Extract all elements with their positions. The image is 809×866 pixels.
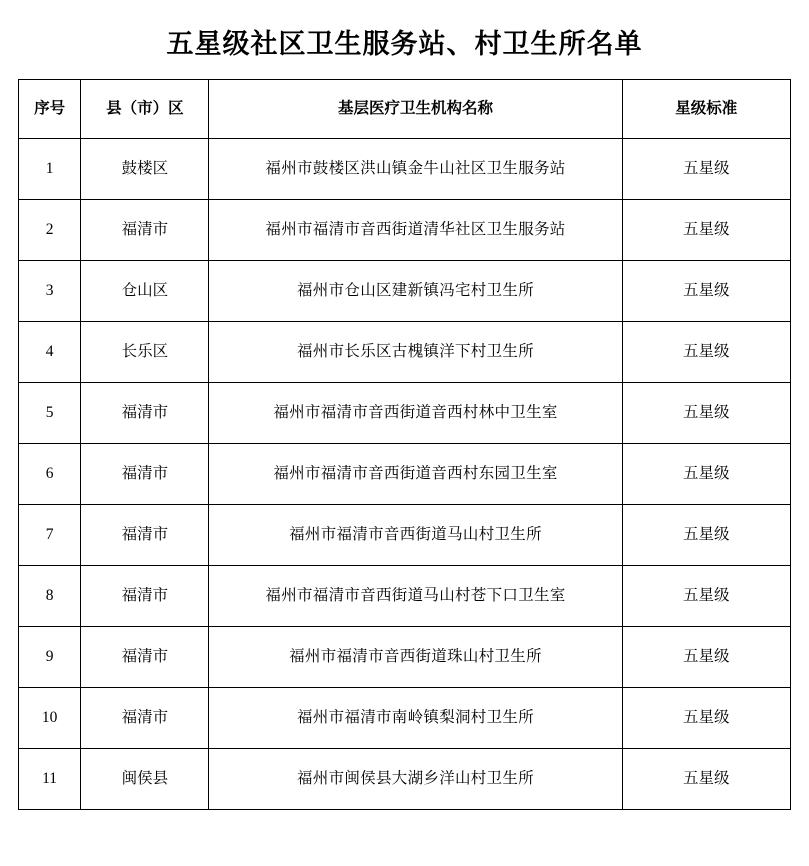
table-header-row	[19, 80, 791, 139]
cell-institution: 福州市福清市音西街道马山村苍下口卫生室	[209, 566, 622, 627]
cell-no: 5	[19, 383, 81, 444]
cell-no: 6	[19, 444, 81, 505]
table-row	[19, 627, 791, 688]
cell-no: 9	[19, 627, 81, 688]
cell-institution: 福州市福清市音西街道音西村东园卫生室	[209, 444, 622, 505]
cell-star: 五星级	[622, 749, 790, 810]
cell-district: 福清市	[81, 627, 209, 688]
cell-institution: 福州市福清市音西街道马山村卫生所	[209, 505, 622, 566]
cell-district: 鼓楼区	[81, 139, 209, 200]
cell-no: 4	[19, 322, 81, 383]
cell-district: 福清市	[81, 505, 209, 566]
table-header	[19, 80, 791, 139]
column-header-no: 序号	[19, 80, 81, 139]
table-row	[19, 566, 791, 627]
cell-no: 8	[19, 566, 81, 627]
clinic-list-table	[18, 79, 791, 810]
cell-institution: 福州市闽侯县大湖乡洋山村卫生所	[209, 749, 622, 810]
cell-star: 五星级	[622, 566, 790, 627]
cell-institution: 福州市长乐区古槐镇洋下村卫生所	[209, 322, 622, 383]
table-row	[19, 383, 791, 444]
page-title: 五星级社区卫生服务站、村卫生所名单	[166, 29, 643, 60]
cell-district: 闽侯县	[81, 749, 209, 810]
column-header-institution: 基层医疗卫生机构名称	[209, 80, 622, 139]
cell-star: 五星级	[622, 627, 790, 688]
cell-no: 11	[19, 749, 81, 810]
table-body	[19, 139, 791, 810]
cell-star: 五星级	[622, 261, 790, 322]
cell-district: 仓山区	[81, 261, 209, 322]
cell-district: 福清市	[81, 688, 209, 749]
cell-star: 五星级	[622, 688, 790, 749]
cell-star: 五星级	[622, 505, 790, 566]
cell-district: 福清市	[81, 444, 209, 505]
column-header-star: 星级标准	[622, 80, 790, 139]
table-container	[0, 79, 809, 810]
cell-no: 7	[19, 505, 81, 566]
cell-district: 福清市	[81, 566, 209, 627]
cell-district: 长乐区	[81, 322, 209, 383]
cell-institution: 福州市福清市音西街道珠山村卫生所	[209, 627, 622, 688]
cell-star: 五星级	[622, 322, 790, 383]
cell-no: 3	[19, 261, 81, 322]
table-row	[19, 444, 791, 505]
cell-no: 2	[19, 200, 81, 261]
table-row	[19, 200, 791, 261]
table-row	[19, 749, 791, 810]
table-row	[19, 322, 791, 383]
cell-star: 五星级	[622, 444, 790, 505]
table-row	[19, 505, 791, 566]
cell-institution: 福州市鼓楼区洪山镇金牛山社区卫生服务站	[209, 139, 622, 200]
cell-star: 五星级	[622, 200, 790, 261]
cell-district: 福清市	[81, 383, 209, 444]
cell-institution: 福州市仓山区建新镇冯宅村卫生所	[209, 261, 622, 322]
cell-star: 五星级	[622, 139, 790, 200]
cell-no: 10	[19, 688, 81, 749]
table-row	[19, 139, 791, 200]
cell-institution: 福州市福清市音西街道清华社区卫生服务站	[209, 200, 622, 261]
cell-star: 五星级	[622, 383, 790, 444]
cell-institution: 福州市福清市音西街道音西村林中卫生室	[209, 383, 622, 444]
cell-no: 1	[19, 139, 81, 200]
table-row	[19, 688, 791, 749]
table-row	[19, 261, 791, 322]
cell-district: 福清市	[81, 200, 209, 261]
column-header-district: 县（市）区	[81, 80, 209, 139]
cell-institution: 福州市福清市南岭镇梨洞村卫生所	[209, 688, 622, 749]
